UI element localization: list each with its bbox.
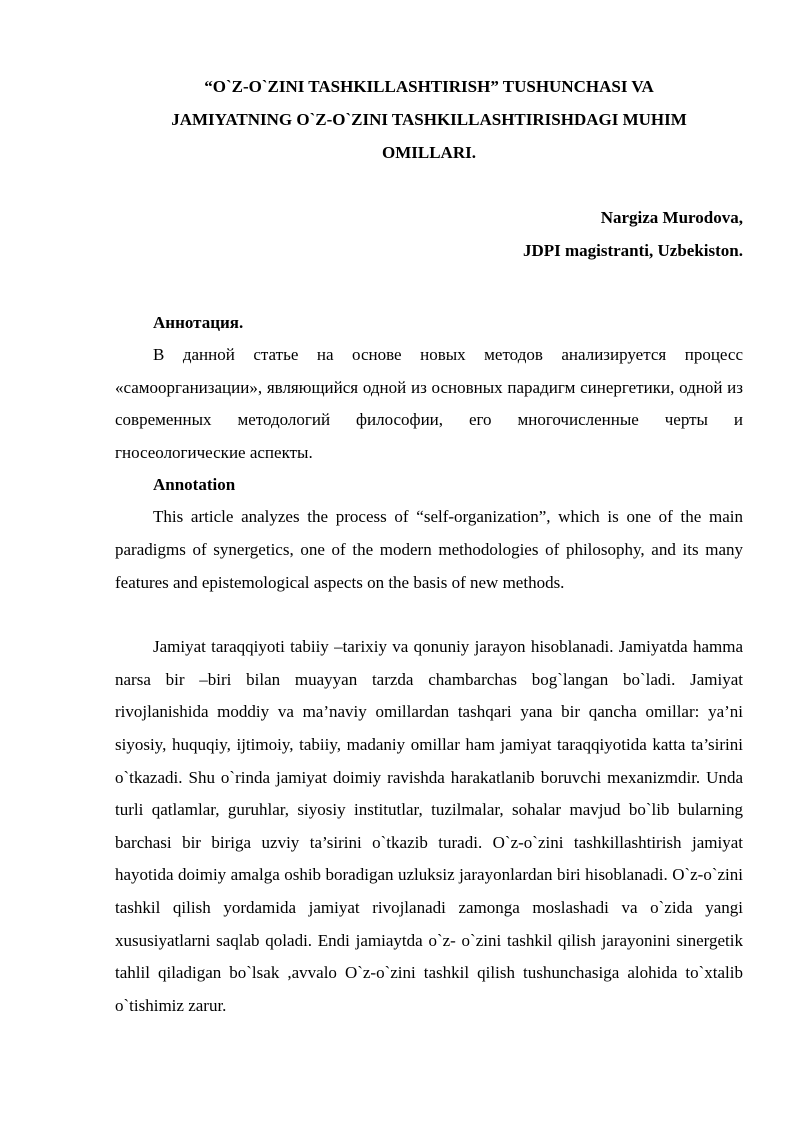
body-paragraph-1: Jamiyat taraqqiyoti tabiiy –tarixiy va qonuniy jarayon hisoblanadi. Jamiyatda hamma narsa bir –biri bilan muayyan tarzda chambarchas bog`langan bo`ladi. Jamiyat rivojlanishida moddiy va ma’naviy omillardan tashqari yana bir qancha omillar: ya’ni siyosiy, huquqiy, ijtimoiy, tabiiy, madaniy omillar ham jamiyat taraqqiyotida katta ta’sirini o`tkazadi. Shu o`rinda jamiyat doimiy ravishda harakatlanib boruvchi mexanizmdir. Unda turli qatlamlar, guruhlar, siyosiy institutlar, tuzilmalar, sohalar mavjud bo`lib bularning barchasi bir biriga uzviy ta’sirini o`tkazib turadi. O`z-o`zini tashkillashtirish jamiyat hayotida doimiy amalga oshib boradigan uzluksiz jarayonlardan biri hisoblanadi. O`z-o`zini tashkil qilish yordamida jamiyat rivojlanadi zamonga moslashadi va o`zida yangi xususiyatlarni saqlab qoladi. Endi jamiaytda o`z- o`zini tashkil qilish jarayonini sinergetik tahlil qiladigan bo`lsak ,avvalo O`z-o`zini tashkil qilish tushunchasiga alohida to`xtalib o`tishimiz zarur. <box>115 637 743 1015</box>
article-title <box>115 0 743 169</box>
annotation-russian-heading: Аннотация. <box>153 313 244 332</box>
author-affiliation: JDPI magistranti, Uzbekiston. <box>522 241 743 260</box>
document-page <box>115 0 743 1022</box>
author-name: Nargiza Murodova, <box>600 208 743 227</box>
annotation-russian-text: В данной статье на основе новых методов анализируется процесс «самоорганизации», являющийся одной из основных парадигм синергетики, одной из современных методологий философии, его многочисленные черты и гносеологические аспекты. <box>115 345 743 462</box>
annotation-russian <box>115 307 743 469</box>
annotation-english-heading: Annotation <box>153 475 236 495</box>
title-line-3: OMILLARI. <box>382 143 476 162</box>
body-text <box>115 631 743 1022</box>
annotation-english-text: This article analyzes the process of “self-organization”, which is one of the main paradigms of synergetics, one of the modern methodologies of philosophy, and its many features and epistemological aspects on the basis of new methods. <box>115 507 743 592</box>
title-line-1: “O`Z-O`ZINI TASHKILLASHTIRISH” TUSHUNCHASI VA <box>204 77 654 96</box>
title-line-2: JAMIYATNING O`Z-O`ZINI TASHKILLASHTIRISHDAGI MUHIM <box>171 110 687 129</box>
author-block <box>115 201 743 267</box>
annotation-english <box>115 469 743 599</box>
